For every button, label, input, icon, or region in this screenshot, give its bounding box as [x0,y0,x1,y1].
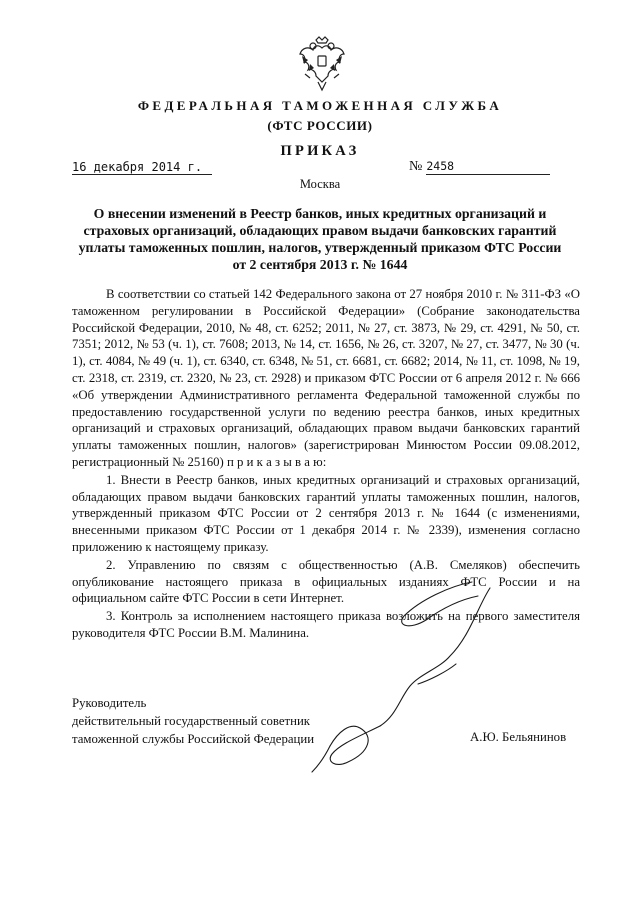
order-item-2: 2. Управлению по связям с общественностью (А.В. Смеляков) обеспечить опубликование настоящего приказа в официальных изданиях ФТС России и на официальном сайте ФТС России в сети Интернет. [72,557,580,606]
title-line: от 2 сентября 2013 г. № 1644 [232,257,408,272]
preamble-paragraph: В соответствии со статьей 142 Федерального закона от 27 ноября 2010 г. № 311-ФЗ «О таможенном регулировании в Российской Федерации» (Собрание законодательства Российской Федерации, 2010, № 48, ст. 6252; 2011, № 27, ст. 3873, № 29, ст. 4291, № 50, ст. 7351; 2012, № 53 (ч. 1), ст. 7608; 2013, № 14, ст. 1656, № 26, ст. 3207, № 27, ст. 3477, № 30 (ч. 1), ст. 4084, № 49 (ч. 1), ст. 6340, ст. 6348, № 51, ст. 6681, ст. 6682; 2014, № 11, ст. 1098, № 19, ст. 2318, ст. 2319, ст. 2320, № 23, ст. 2928) и приказом ФТС России от 6 апреля 2012 г. № 666 «Об утверждении Административного регламента Федеральной таможенной службы по предоставлению государственной услуги по ведению реестра банков, иных кредитных организаций и страховых организаций, обладающих правом выдачи банковских гарантий уплаты таможенных пошлин, налогов» (зарегистрирован Минюстом России 09.08.2012, регистрационный № 25160) п р и к а з ы в а ю: [72,287,580,469]
order-item-3: 3. Контроль за исполнением настоящего приказа возложить на первого заместителя руководителя ФТС России В.М. Малинина. [72,609,580,640]
title-line: страховых организаций, обладающих правом выдачи банковских гарантий [83,223,557,238]
signatory-position [72,694,314,748]
position-line: Руководитель [72,696,147,710]
title-line: О внесении изменений в Реестр банков, иных кредитных организаций и [93,206,547,221]
document-number-block [409,158,577,175]
signatory-name: А.Ю. Бельянинов [470,730,567,744]
handwritten-signature-icon [300,576,520,776]
agency-short-name: (ФТС РОССИИ) [267,118,373,133]
document-type: ПРИКАЗ [280,143,360,159]
position-line: действительный государственный советник [72,714,311,728]
russian-coat-of-arms-icon [296,34,348,92]
title-line: уплаты таможенных пошлин, налогов, утвержденный приказом ФТС России [78,240,562,255]
position-line: таможенной службы Российской Федерации [72,732,315,746]
document-date: 16 декабря 2014 г. [72,160,212,175]
document-number: 2458 [426,158,550,175]
document-title [62,205,578,273]
document-city: Москва [299,177,341,191]
number-sign: № [409,159,423,174]
agency-name: ФЕДЕРАЛЬНАЯ ТАМОЖЕННАЯ СЛУЖБА [137,98,503,113]
order-item-1: 1. Внести в Реестр банков, иных кредитных организаций и страховых организаций, обладающих правом выдачи банковских гарантий уплаты таможенных пошлин, налогов, утвержденный приказом ФТС России от 2 сентября 2013 г. № 1644 (с изменениями, внесенными приказом ФТС России от 1 декабря 2014 г. № 2339), изменения согласно приложению к настоящему приказу. [72,472,580,554]
